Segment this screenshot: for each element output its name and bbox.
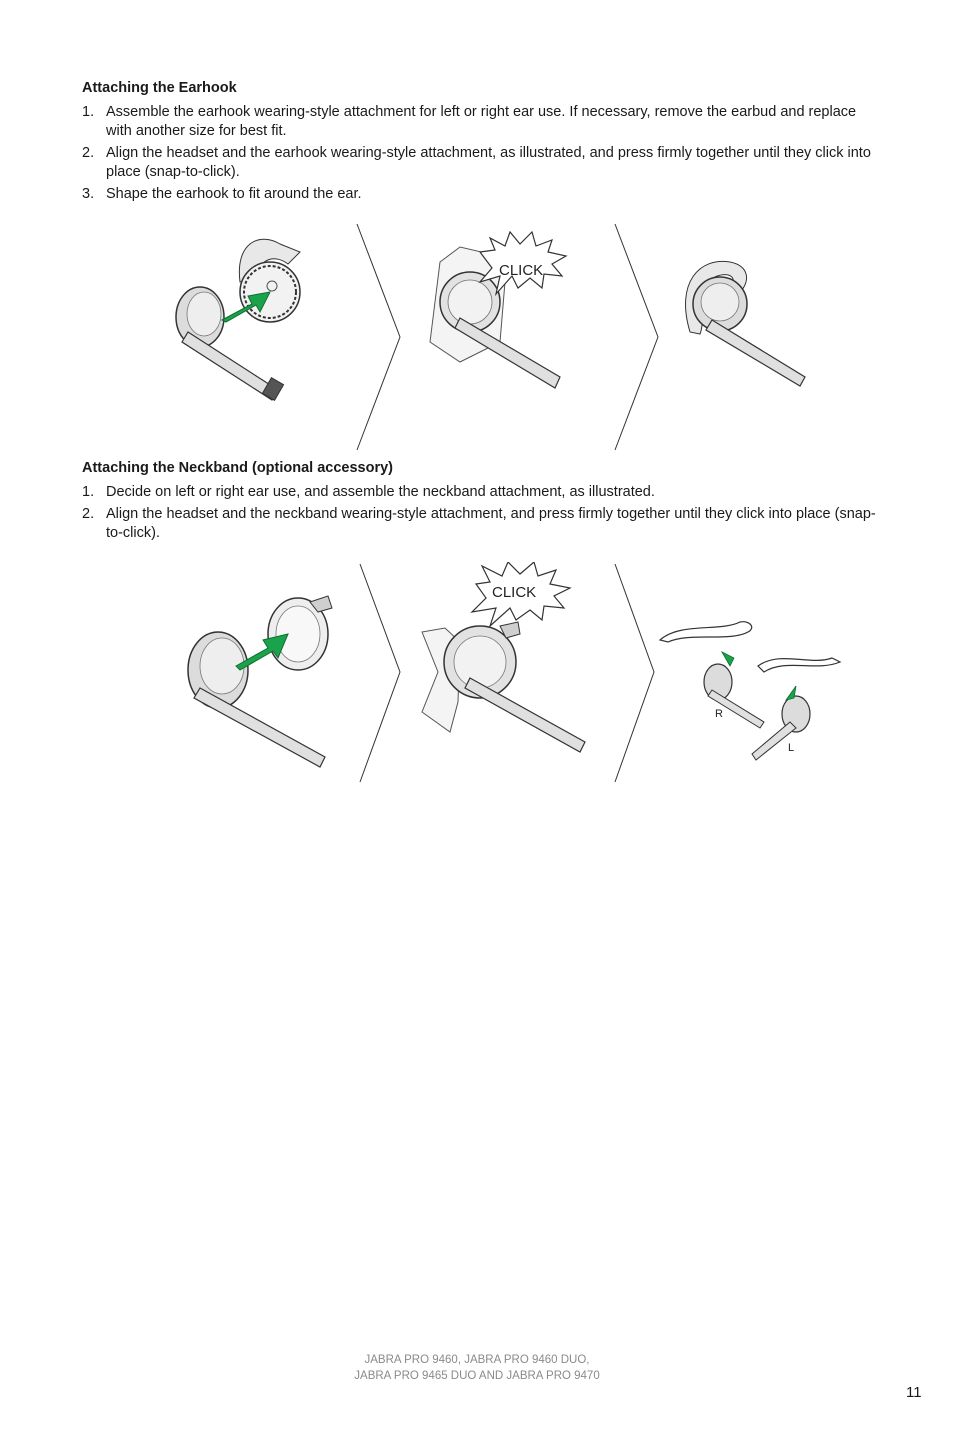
- headset-boom: [182, 332, 278, 400]
- neckband-panel-3: [660, 622, 840, 760]
- earhook-title: Attaching the Earhook: [82, 80, 237, 96]
- footer-line-2: JABRA PRO 9465 DUO AND JABRA PRO 9470: [354, 1370, 600, 1382]
- footer: [0, 1352, 954, 1384]
- neckband-illustration: [160, 562, 850, 784]
- neckband-band: [758, 658, 840, 672]
- left-label: L: [788, 742, 795, 754]
- panel-divider: [357, 224, 400, 450]
- headset-boom: [465, 678, 585, 752]
- click-label: CLICK: [499, 262, 544, 279]
- right-label: R: [715, 708, 723, 720]
- click-label: CLICK: [492, 584, 537, 601]
- neckband-section: [82, 460, 882, 546]
- neckband-panel-2: [422, 562, 585, 752]
- page-number: 11: [906, 1384, 922, 1401]
- earhook-panel-3: [686, 261, 805, 386]
- earhook-panel-1: [176, 239, 300, 400]
- list-item: 3. Shape the earhook to fit around the ear.: [82, 186, 362, 202]
- headset-boom: [194, 688, 325, 767]
- earhook-section: [82, 80, 882, 207]
- list-item: 2. Align the headset and the earhook wearing-style attachment, as illustrated, and press firmly together until they click into place (snap-to-click).: [82, 145, 871, 180]
- green-arrow-icon: [722, 652, 734, 666]
- list-item: 2. Align the headset and the neckband wearing-style attachment, and press firmly together until they click into place (snap-to-click).: [82, 506, 876, 541]
- headset-boom: [706, 320, 805, 386]
- boom-tip: [262, 378, 283, 401]
- neckband-steps: [82, 483, 882, 543]
- list-item: 1. Assemble the earhook wearing-style attachment for left or right ear use. If necessary, remove the earbud and replace with another size for best fit.: [82, 104, 857, 139]
- earhook-illustration: [160, 222, 850, 452]
- panel-divider: [360, 564, 400, 782]
- neckband-band: [660, 622, 752, 642]
- neckband-panel-1: [188, 596, 332, 767]
- footer-line-1: JABRA PRO 9460, JABRA PRO 9460 DUO,: [364, 1354, 590, 1366]
- neckband-title: Attaching the Neckband (optional accessory): [82, 460, 394, 476]
- panel-divider: [615, 224, 658, 450]
- earhook-steps: [82, 103, 882, 204]
- panel-divider: [615, 564, 654, 782]
- earhook-panel-2: [430, 232, 566, 388]
- list-item: 1. Decide on left or right ear use, and assemble the neckband attachment, as illustrated.: [82, 484, 655, 500]
